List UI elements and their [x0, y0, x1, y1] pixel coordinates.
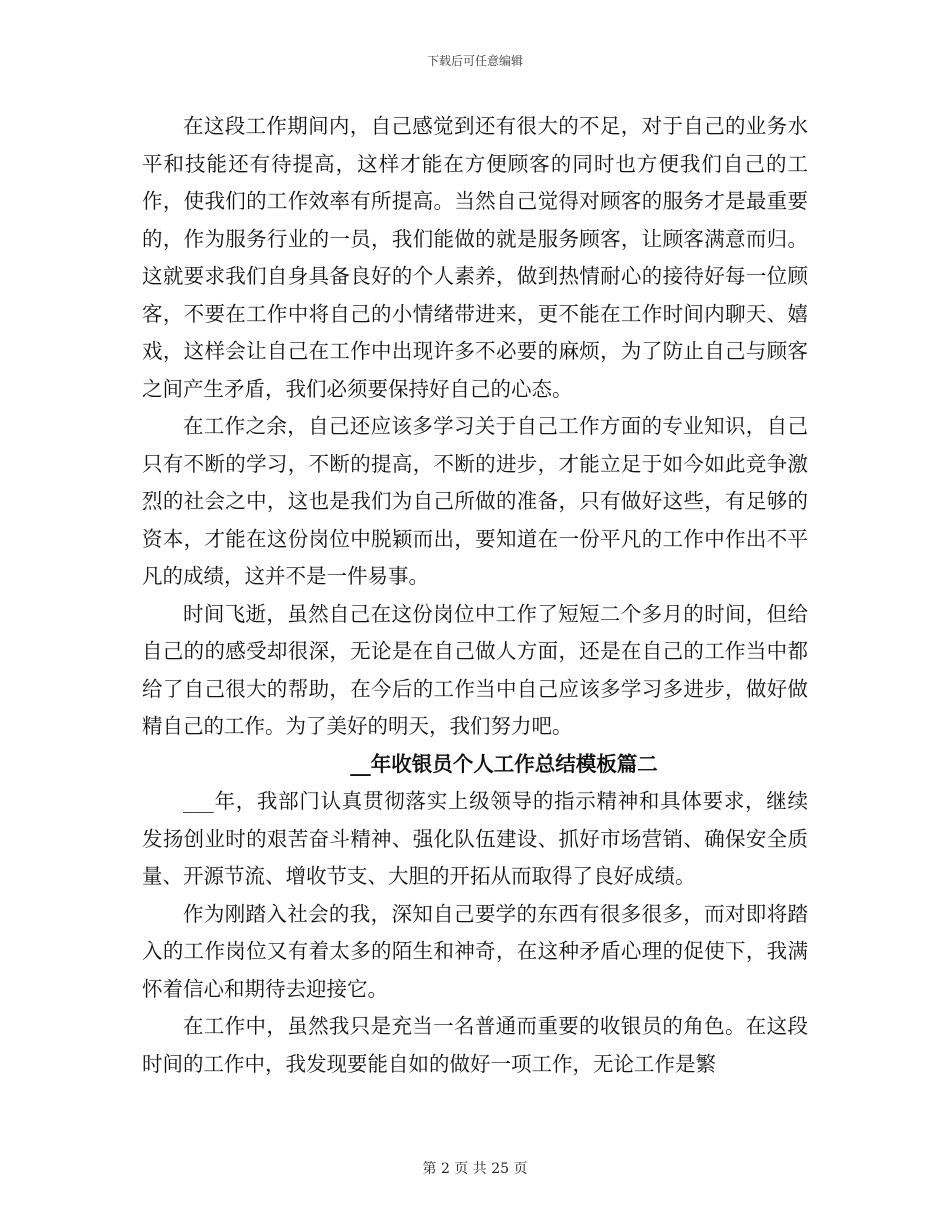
paragraph-6: 在工作中，虽然我只是充当一名普通而重要的收银员的角色。在这段时间的工作中，我发现要能自如的做好一项工作，无论工作是繁: [142, 1014, 808, 1076]
paragraph-5: 作为刚踏入社会的我，深知自己要学的东西有很多很多，而对即将踏入的工作岗位又有着太多的陌生和神奇，在这种矛盾心理的促使下，我满怀着信心和期待去迎接它。: [142, 901, 808, 1001]
paragraph-4: ___年，我部门认真贯彻落实上级领导的指示精神和具体要求，继续发扬创业时的艰苦奋斗精神、强化队伍建设、抓好市场营销、确保安全质量、开源节流、增收节支、大胆的开拓从而取得了良好成绩。: [142, 789, 808, 888]
page-header: 下载后可任意编辑: [426, 54, 523, 68]
paragraph-3: 时间飞逝，虽然自己在这份岗位中工作了短短二个多月的时间，但给自己的的感受却很深，无论是在自己做人方面，还是在自己的工作当中都给了自己很大的帮助，在今后的工作当中自己应该多学习多进步，做好做精自己的工作。为了美好的明天，我们努力吧。: [142, 601, 808, 738]
paragraph-2: 在工作之余，自己还应该多学习关于自己工作方面的专业知识，自己只有不断的学习，不断的提高，不断的进步，才能立足于如今如此竞争激烈的社会之中，这也是我们为自己所做的准备，只有做好这些，有足够的资本，才能在这份岗位中脱颖而出，要知道在一份平凡的工作中作出不平凡的成绩，这并不是一件易事。: [142, 414, 808, 588]
paragraph-1: 在这段工作期间内，自己感觉到还有很大的不足，对于自己的业务水平和技能还有待提高，这样才能在方便顾客的同时也方便我们自己的工作，使我们的工作效率有所提高。当然自己觉得对顾客的服务才是最重要的，作为服务行业的一员，我们能做的就是服务顾客，让顾客满意而归。这就要求我们自身具备良好的个人素养，做到热情耐心的接待好每一位顾客，不要在工作中将自己的小情绪带进来，更不能在工作时间内聊天、嬉戏，这样会让自己在工作中出现许多不必要的麻烦，为了防止自己与顾客之间产生矛盾，我们必须要保持好自己的心态。: [142, 114, 808, 401]
page-footer: 第 2 页 共 25 页: [422, 1161, 528, 1177]
document-body: [142, 108, 808, 1083]
section-heading: __年收银员个人工作总结模板篇二: [350, 751, 658, 776]
